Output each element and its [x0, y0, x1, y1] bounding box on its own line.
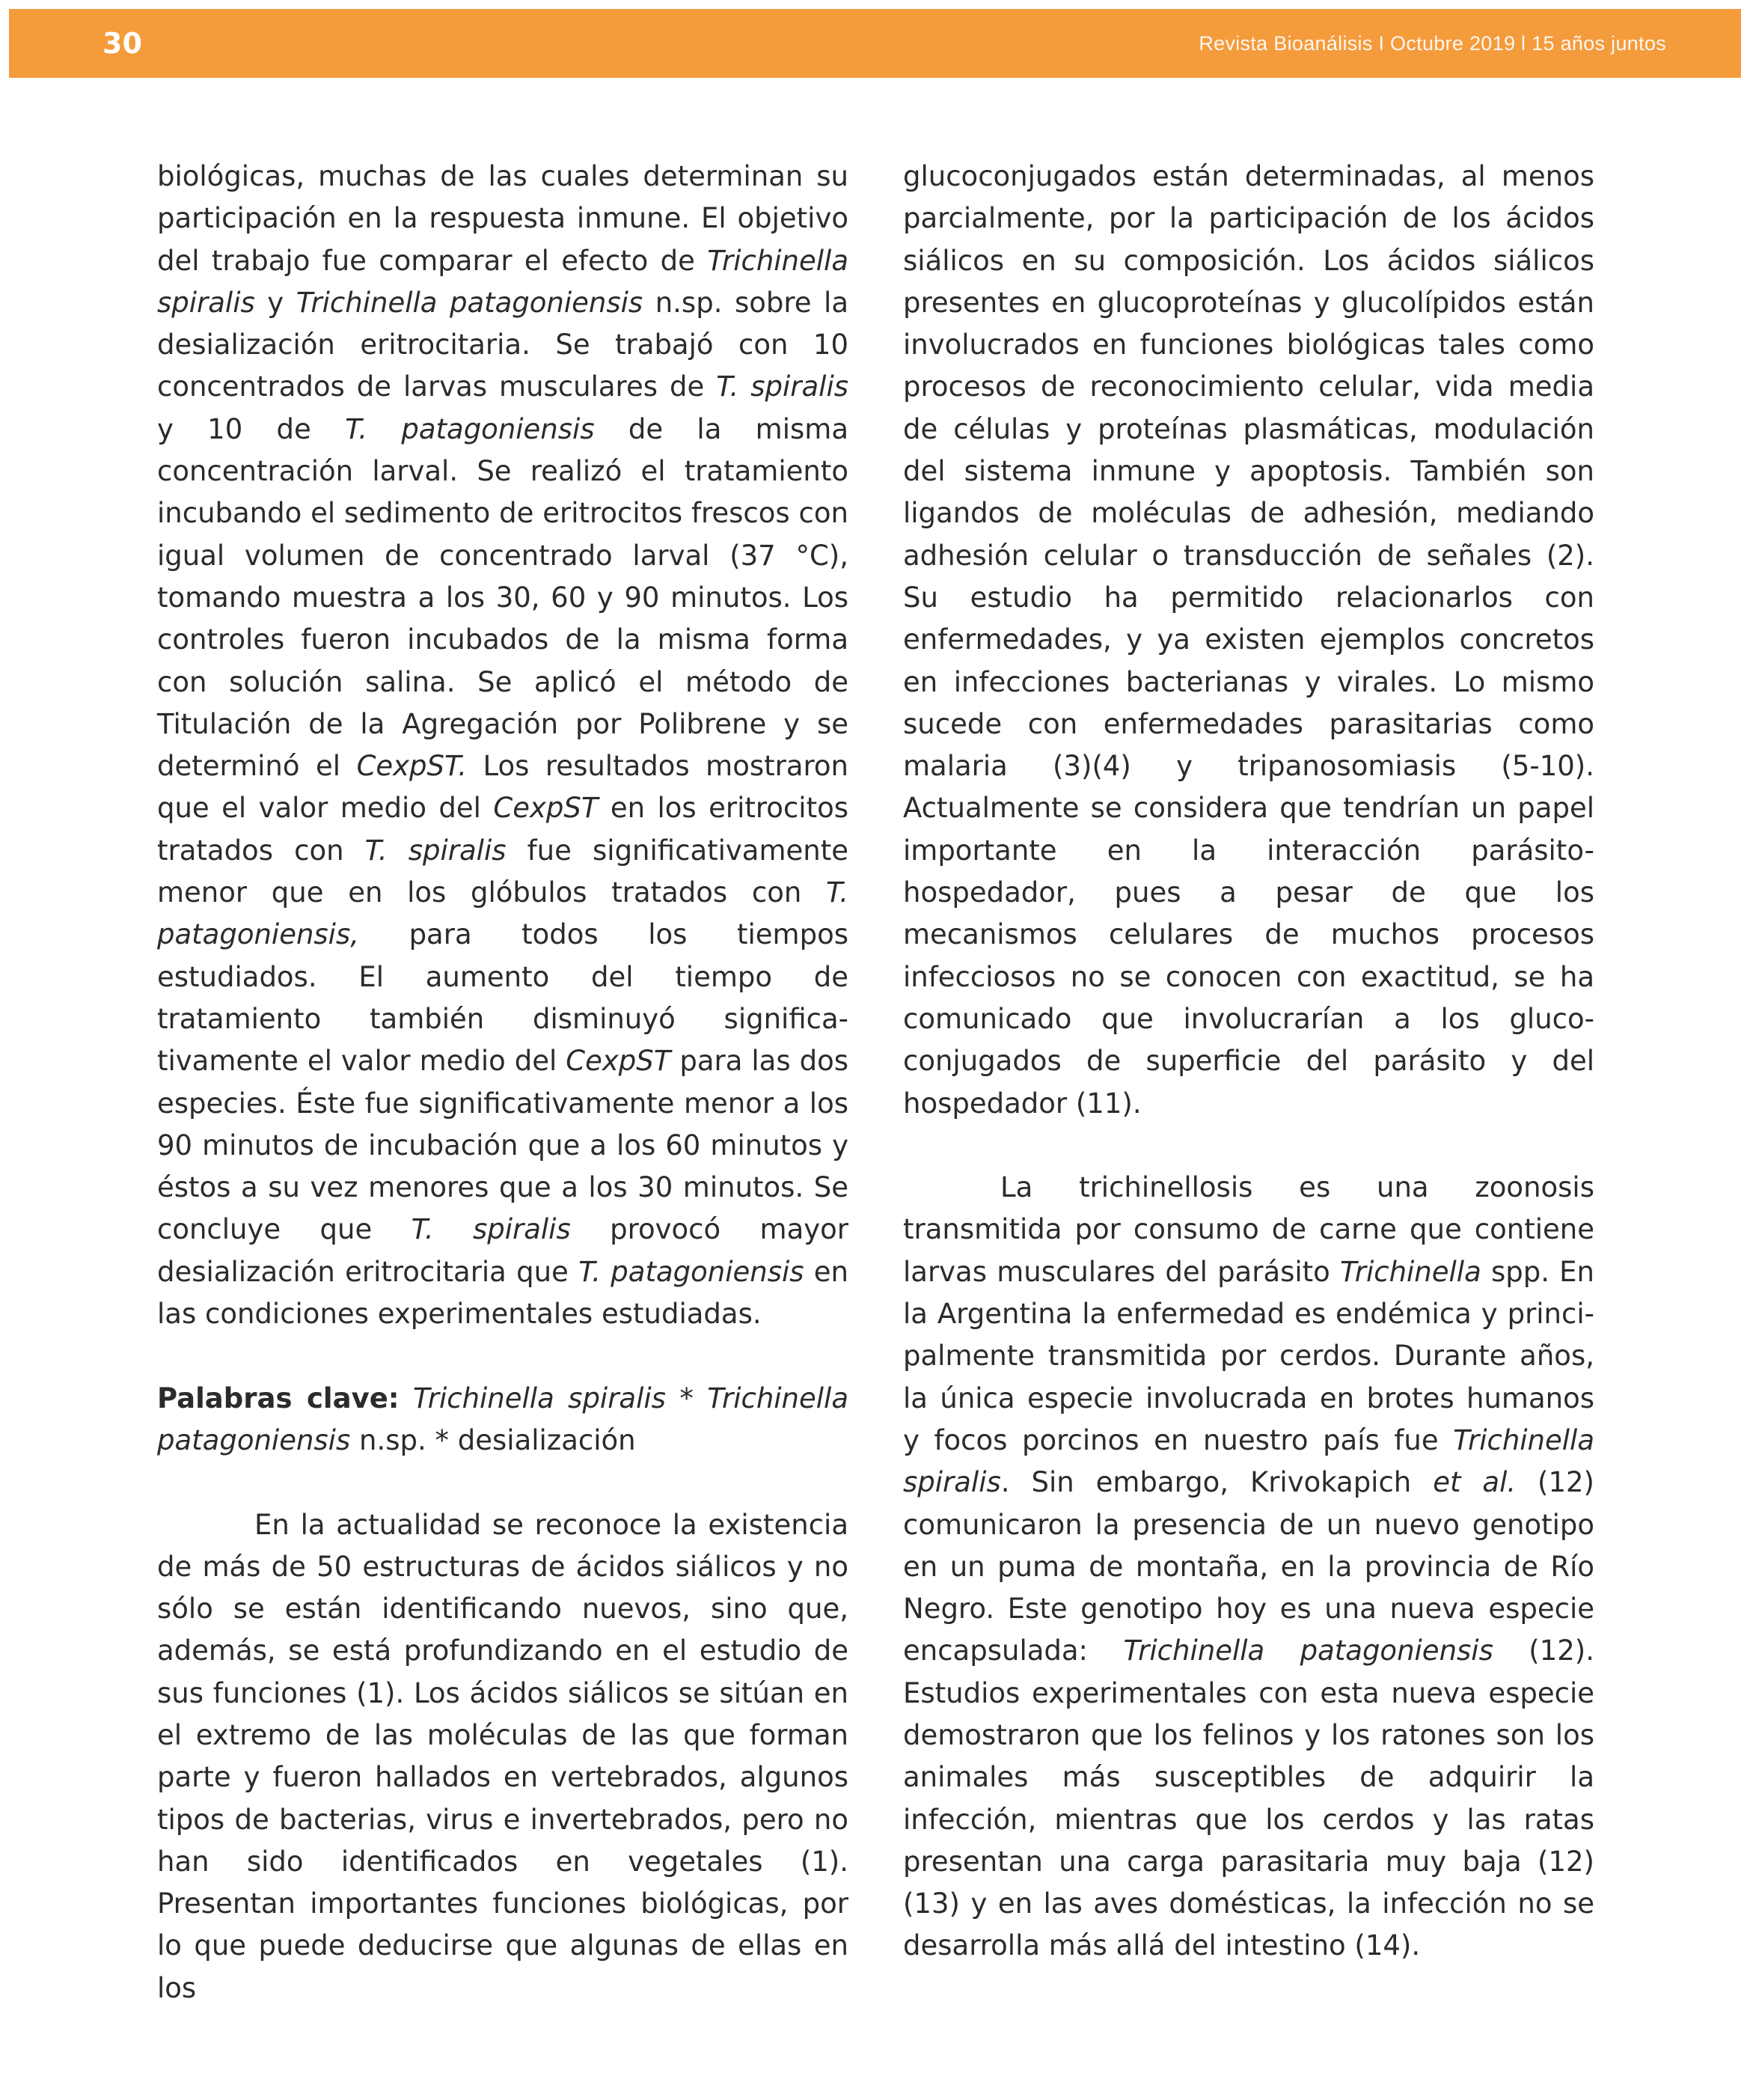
body-paragraph: En la actualidad se reconoce la existencia de más de 50 estructuras de ácidos siálicos y no sólo se están identificando nuevos, sino que, además, se está profundizando en el estudio de sus funciones (1). Los ácidos siálicos se sitúan en el extremo de las moléculas de las que forman parte y fueron hallados en vertebrados, algunos tipos de bacterias, virus e invertebrados, pero no han sido identificados en vegetales (1). Presentan importantes funciones biológicas, por lo que puede deducirse que algunas de ellas en los	[157, 1508, 848, 2004]
species-name: Trichinella spiralis	[413, 1382, 666, 1414]
text-run: en las condiciones experimentales estudiadas.	[157, 1255, 848, 1331]
citation-term: et al.	[1433, 1466, 1517, 1499]
left-column	[157, 156, 848, 2009]
text-run: n.sp. * desialización	[350, 1423, 636, 1456]
term: CexpST	[493, 792, 599, 825]
text-run: para todos los tiempos estudiados. El aumento del tiempo de tratamiento también disminuyó significativamente el valor medio del	[157, 918, 848, 1078]
species-name: T. spiralis	[364, 834, 507, 867]
text-run: biológicas, muchas de las cuales determinan su participación en la respuesta inmune. El objetivo del trabajo fue comparar el efecto de	[157, 160, 848, 277]
body-paragraph	[903, 1167, 1594, 1968]
text-run: en los eritrocitos tratados con	[157, 792, 848, 867]
species-name: T. spiralis	[411, 1213, 571, 1246]
running-head: Revista Bioanálisis I Octubre 2019 l 15 años juntos	[1199, 32, 1666, 55]
page-number: 30	[103, 27, 142, 60]
text-run: Los resultados mostraron que el valor medio del	[157, 750, 849, 825]
species-name: T. patagoniensis,	[157, 876, 848, 951]
text-run: spp. En la Argentina la enfermedad es endémica y principalmente transmitida por cerdos. Durante años, la única especie involucrada en brotes humanos y focos porcinos en nuestro país fue	[903, 1255, 1594, 1456]
paragraph-gap	[903, 1125, 1594, 1167]
term: CexpST	[566, 1045, 671, 1078]
text-run: para las dos especies. Éste fue significativamente menor a los 90 minutos de incubación que a los 60 minutos y éstos a su vez menores que a los 30 minutos. Se concluye que	[157, 1045, 849, 1246]
species-name: Trichinella patagoniensis	[157, 1382, 849, 1456]
text-run: (12). Estudios experimentales con esta nueva especie demostraron que los felinos y los ratones son los animales más susceptibles de adquirir la infección, mientras que los cerdos y las ratas presentan una carga parasitaria muy baja (12)(13) y en las aves domésticas, la infección no se desarrolla más allá del intestino (14).	[903, 1634, 1594, 1962]
text-run: La trichinellosis es una zoonosis transmitida por consumo de carne que contiene larvas musculares del parásito	[903, 1171, 1594, 1288]
keywords-label: Palabras clave:	[157, 1382, 400, 1414]
species-name: T. patagoniensis	[345, 412, 595, 445]
text-run: *	[665, 1382, 708, 1414]
text-run: n.sp. sobre la desialización eritrocitaria. Se trabajó con 10 concentrados de larvas musculares de	[157, 286, 848, 403]
right-column	[903, 156, 1594, 1968]
text-run: . Sin embargo, Krivokapich	[1000, 1466, 1434, 1499]
paragraph-gap	[157, 1462, 848, 1504]
text-run: fue significativamente menor que en los glóbulos tratados con	[157, 834, 848, 909]
text-run: provocó mayor desialización eritrocitaria que	[157, 1213, 849, 1288]
header-bar	[9, 9, 1741, 78]
body-paragraph: glucoconjugados están determinadas, al menos parcialmente, por la participación de los ácidos siálicos en su composición. Los ácidos siálicos presentes en glucoproteínas y glucolípidos están involucrados en funciones biológicas tales como procesos de reconocimiento celular, vida media de células y proteínas plasmáticas, modulación del sistema inmune y apoptosis. También son ligandos de moléculas de adhesión, mediando adhesión celular o transducción de señales (2). Su estudio ha permitido relacionarlos con enfermedades, y ya existen ejemplos concretos en infecciones bacterianas y virales. Lo mismo sucede con enfermedades parasitarias como malaria (3)(4) y tripanosomiasis (5-10). Actualmente se considera que tendrían un papel importante en la interacción parásito-hospedador, pues a pesar de que los mecanismos celulares de muchos procesos infecciosos no se conocen con exactitud, se ha comunicado que involucrarían a los glucoconjugados de superficie del parásito y del hospedador (11).	[903, 160, 1594, 1120]
species-name: Trichinella patagoniensis	[296, 286, 643, 319]
keywords-paragraph	[157, 1378, 848, 1462]
species-name: T. spiralis	[716, 370, 849, 403]
species-name: Trichinella patagoniensis	[1123, 1634, 1493, 1667]
text-run: y	[254, 286, 296, 319]
text-run	[400, 1382, 413, 1414]
text-run: y 10 de	[157, 412, 346, 445]
paragraph-gap	[157, 1335, 848, 1377]
text-run: de la misma concentración larval. Se realizó el tratamiento incubando el sedimento de eritrocitos frescos con igual volumen de concentrado larval (37 °C), tomando muestra a los 30, 60 y 90 minutos. Los controles fueron incubados de la misma forma con solución salina. Se aplicó el método de Titulación de la Agregación por Polibrene y se determinó el	[157, 412, 848, 783]
species-name: Trichinella	[1340, 1255, 1481, 1288]
species-name: Trichinella spiralis	[157, 244, 848, 319]
term: CexpST.	[356, 750, 468, 783]
species-name: Trichinella spiralis	[903, 1423, 1594, 1499]
text-run: (12) comunicaron la presencia de un nuevo genotipo en un puma de montaña, en la provincia de Río Negro. Este genotipo hoy es una nueva especie encapsulada:	[903, 1466, 1594, 1667]
abstract-paragraph	[157, 156, 848, 1335]
species-name: T. patagoniensis	[578, 1255, 804, 1288]
